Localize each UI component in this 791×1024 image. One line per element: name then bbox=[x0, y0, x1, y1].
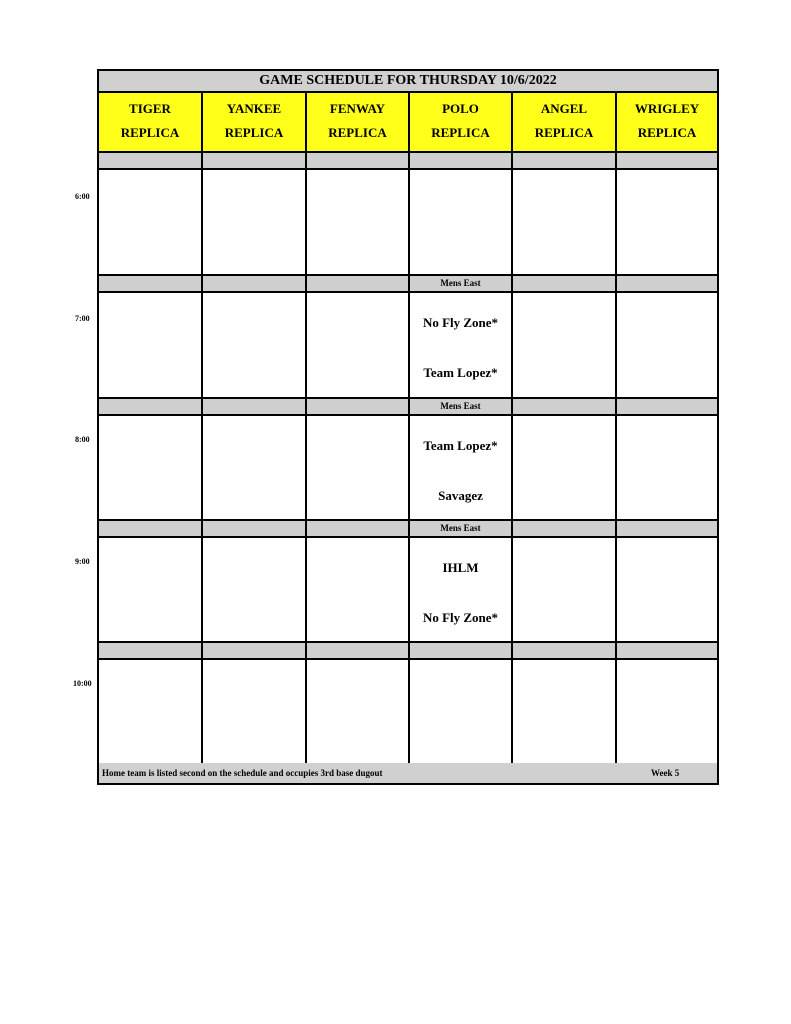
field-name: YANKEE bbox=[226, 101, 282, 116]
time-label-6: 6:00 bbox=[75, 192, 90, 201]
field-name: ANGEL bbox=[540, 101, 588, 116]
slot-7 bbox=[99, 293, 717, 399]
away-team: No Fly Zone* bbox=[422, 315, 499, 330]
field-header-polo bbox=[410, 93, 513, 151]
schedule-title: GAME SCHEDULE FOR THURSDAY 10/6/2022 bbox=[99, 71, 717, 93]
home-team: Team Lopez* bbox=[423, 365, 498, 380]
time-label-9: 9:00 bbox=[75, 557, 90, 566]
time-label-7: 7:00 bbox=[75, 314, 90, 323]
game-cell bbox=[410, 538, 513, 641]
field-header-fenway bbox=[307, 93, 410, 151]
field-sub: REPLICA bbox=[431, 125, 490, 140]
division-row bbox=[99, 521, 717, 538]
time-label-10: 10:00 bbox=[73, 679, 92, 688]
slot-10 bbox=[99, 660, 717, 765]
slot-8 bbox=[99, 416, 717, 521]
field-sub: REPLICA bbox=[120, 125, 180, 140]
division-label: Mens East bbox=[440, 523, 481, 533]
field-sub: REPLICA bbox=[637, 125, 697, 140]
game-cell bbox=[410, 293, 513, 397]
home-team: No Fly Zone* bbox=[422, 610, 499, 625]
field-sub: REPLICA bbox=[328, 125, 387, 140]
field-name: FENWAY bbox=[329, 101, 386, 116]
division-row bbox=[99, 399, 717, 416]
schedule-footer bbox=[99, 763, 717, 783]
field-name: TIGER bbox=[129, 101, 171, 116]
field-sub: REPLICA bbox=[224, 125, 284, 140]
game-cell bbox=[410, 416, 513, 519]
field-header-row bbox=[99, 93, 717, 153]
away-team: Team Lopez* bbox=[423, 438, 498, 453]
schedule-table bbox=[97, 69, 719, 785]
field-sub: REPLICA bbox=[534, 125, 594, 140]
field-name: WRIGLEY bbox=[634, 101, 700, 116]
division-row bbox=[99, 643, 717, 660]
field-header-yankee bbox=[203, 93, 307, 151]
slot-9 bbox=[99, 538, 717, 643]
time-label-8: 8:00 bbox=[75, 435, 90, 444]
division-row bbox=[99, 276, 717, 293]
field-header-wrigley bbox=[617, 93, 717, 151]
week-label: Week 5 bbox=[651, 768, 680, 778]
division-label: Mens East bbox=[440, 401, 481, 411]
division-row bbox=[99, 153, 717, 170]
away-team: IHLM bbox=[442, 560, 479, 575]
footer-note: Home team is listed second on the schedule and occupies 3rd base dugout bbox=[102, 768, 383, 778]
field-header-angel bbox=[513, 93, 617, 151]
field-header-tiger bbox=[99, 93, 203, 151]
home-team: Savagez bbox=[438, 488, 483, 503]
slot-6 bbox=[99, 170, 717, 276]
field-name: POLO bbox=[442, 101, 479, 116]
division-label: Mens East bbox=[440, 278, 481, 288]
